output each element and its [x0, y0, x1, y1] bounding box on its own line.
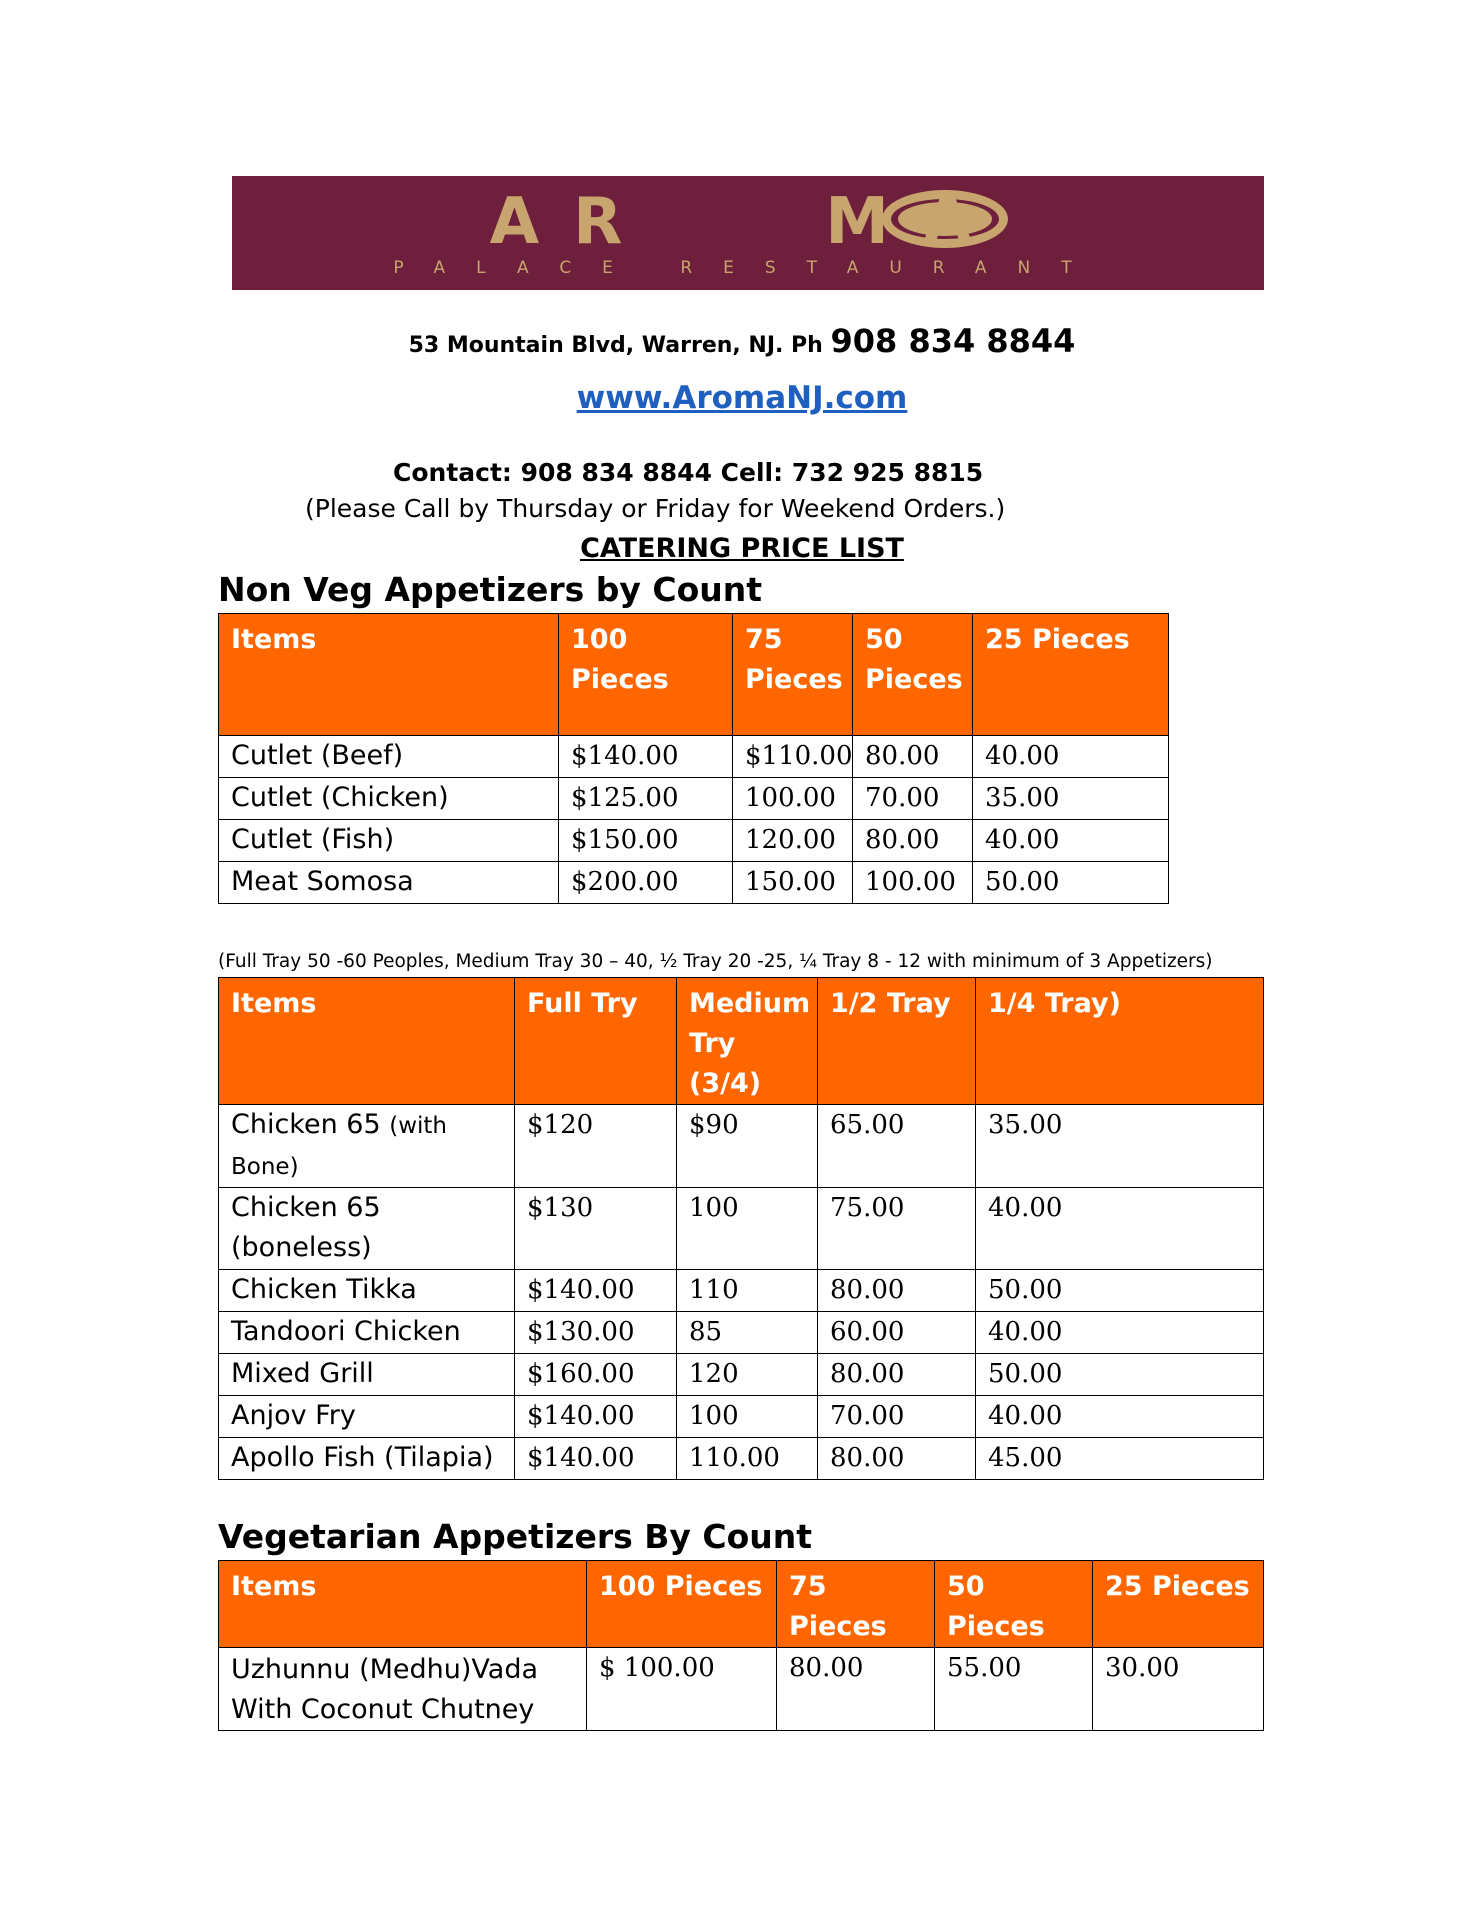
price-cell: $90	[677, 1105, 818, 1188]
price-cell: $125.00	[559, 778, 733, 820]
price-cell: 35.00	[976, 1105, 1264, 1188]
restaurant-logo	[232, 176, 1264, 290]
address-phone: 908 834 8844	[830, 322, 1076, 360]
address-text: 53 Mountain Blvd, Warren, NJ. Ph	[408, 333, 831, 358]
price-cell: 70.00	[853, 778, 973, 820]
price-cell: 120.00	[733, 820, 853, 862]
price-cell: 110.00	[677, 1438, 818, 1480]
header-half-tray: 1/2 Tray	[818, 978, 976, 1105]
header-items: Items	[219, 614, 559, 736]
price-cell: $140.00	[515, 1396, 677, 1438]
header-items: Items	[219, 978, 515, 1105]
header-medium-tray: Medium Try (3/4)	[677, 978, 818, 1105]
price-cell: 80.00	[818, 1438, 976, 1480]
price-cell: 80.00	[853, 736, 973, 778]
item-name: Tandoori Chicken	[219, 1312, 515, 1354]
price-cell: 85	[677, 1312, 818, 1354]
item-name: Mixed Grill	[219, 1354, 515, 1396]
price-cell: 40.00	[973, 736, 1169, 778]
veg-count-table	[218, 1560, 1264, 1731]
table-row	[219, 1354, 1264, 1396]
item-name-main: Chicken 65	[231, 1109, 390, 1140]
item-name: Chicken Tikka	[219, 1270, 515, 1312]
price-cell: 80.00	[818, 1270, 976, 1312]
table-row	[219, 862, 1169, 904]
non-veg-count-table	[218, 613, 1169, 904]
header-items: Items	[219, 1561, 587, 1648]
price-cell: $160.00	[515, 1354, 677, 1396]
website-line	[0, 380, 1484, 416]
price-cell: 100	[677, 1188, 818, 1270]
contact-line: Contact: 908 834 8844 Cell: 732 925 8815	[393, 458, 984, 487]
price-cell: 40.00	[976, 1396, 1264, 1438]
header-50: 50 Pieces	[935, 1561, 1093, 1648]
price-cell: 60.00	[818, 1312, 976, 1354]
price-cell: 75.00	[818, 1188, 976, 1270]
price-cell: 40.00	[976, 1188, 1264, 1270]
price-cell: $150.00	[559, 820, 733, 862]
price-cell: 50.00	[973, 862, 1169, 904]
price-cell: $130.00	[515, 1312, 677, 1354]
item-name: Cutlet (Fish)	[219, 820, 559, 862]
price-cell: 150.00	[733, 862, 853, 904]
item-name: Uzhunnu (Medhu)Vada With Coconut Chutney	[219, 1648, 587, 1731]
price-cell: 50.00	[976, 1270, 1264, 1312]
price-cell: 80.00	[777, 1648, 935, 1731]
address-line	[0, 322, 1484, 360]
table-header-row	[219, 978, 1264, 1105]
table-row	[219, 736, 1169, 778]
table-row	[219, 1270, 1264, 1312]
item-name: Cutlet (Beef)	[219, 736, 559, 778]
item-name: Chicken 65 (boneless)	[219, 1188, 515, 1270]
table-row	[219, 1312, 1264, 1354]
header-quarter-tray: 1/4 Tray)	[976, 978, 1264, 1105]
price-cell: $140.00	[515, 1438, 677, 1480]
table-row	[219, 1396, 1264, 1438]
table-row	[219, 1648, 1264, 1731]
header-75: 75 Pieces	[777, 1561, 935, 1648]
price-cell: 55.00	[935, 1648, 1093, 1731]
header-50: 50 Pieces	[853, 614, 973, 736]
item-name: Cutlet (Chicken)	[219, 778, 559, 820]
price-cell: 40.00	[973, 820, 1169, 862]
price-cell: $120	[515, 1105, 677, 1188]
header-100: 100 Pieces	[587, 1561, 777, 1648]
table-row	[219, 1188, 1264, 1270]
item-name: Anjov Fry	[219, 1396, 515, 1438]
table-header-row	[219, 1561, 1264, 1648]
header-75: 75 Pieces	[733, 614, 853, 736]
table-row	[219, 1438, 1264, 1480]
item-name-detail: (with Bone)	[231, 1113, 448, 1180]
item-name: Meat Somosa	[219, 862, 559, 904]
price-cell: 100	[677, 1396, 818, 1438]
price-cell: 45.00	[976, 1438, 1264, 1480]
table-row	[219, 778, 1169, 820]
non-veg-tray-table	[218, 977, 1264, 1480]
table-header-row	[219, 614, 1169, 736]
price-cell: 100.00	[853, 862, 973, 904]
header-100: 100 Pieces	[559, 614, 733, 736]
item-name: Apollo Fish (Tilapia)	[219, 1438, 515, 1480]
price-cell: $140.00	[515, 1270, 677, 1312]
price-cell: 35.00	[973, 778, 1169, 820]
logo-subtitle: PALACE RESTAURANT	[393, 258, 1103, 278]
price-cell: 70.00	[818, 1396, 976, 1438]
price-cell: $200.00	[559, 862, 733, 904]
veg-count-title: Vegetarian Appetizers By Count	[218, 1517, 813, 1556]
price-cell: 50.00	[976, 1354, 1264, 1396]
price-cell: 110	[677, 1270, 818, 1312]
price-cell: 80.00	[818, 1354, 976, 1396]
price-cell: $130	[515, 1188, 677, 1270]
header-25: 25 Pieces	[973, 614, 1169, 736]
price-cell: $110.00	[733, 736, 853, 778]
price-cell: 40.00	[976, 1312, 1264, 1354]
price-cell: $ 100.00	[587, 1648, 777, 1731]
price-cell: $140.00	[559, 736, 733, 778]
price-cell: 120	[677, 1354, 818, 1396]
tray-size-note: (Full Tray 50 -60 Peoples, Medium Tray 30 – 40, ½ Tray 20 -25, ¼ Tray 8 - 12 with minimum of 3 Appetizers)	[218, 951, 1213, 972]
price-cell: 100.00	[733, 778, 853, 820]
price-cell: 65.00	[818, 1105, 976, 1188]
header-25: 25 Pieces	[1093, 1561, 1264, 1648]
non-veg-count-title: Non Veg Appetizers by Count	[218, 570, 763, 609]
website-link[interactable]: www.AromaNJ.com	[576, 380, 908, 416]
logo-wordmark: AR MA	[489, 185, 1007, 259]
header-full-tray: Full Try	[515, 978, 677, 1105]
item-name	[219, 1105, 515, 1188]
table-row	[219, 820, 1169, 862]
table-row	[219, 1105, 1264, 1188]
price-cell: 80.00	[853, 820, 973, 862]
price-cell: 30.00	[1093, 1648, 1264, 1731]
catering-title: CATERING PRICE LIST	[580, 533, 904, 564]
order-note: (Please Call by Thursday or Friday for Weekend Orders.)	[305, 494, 1006, 523]
